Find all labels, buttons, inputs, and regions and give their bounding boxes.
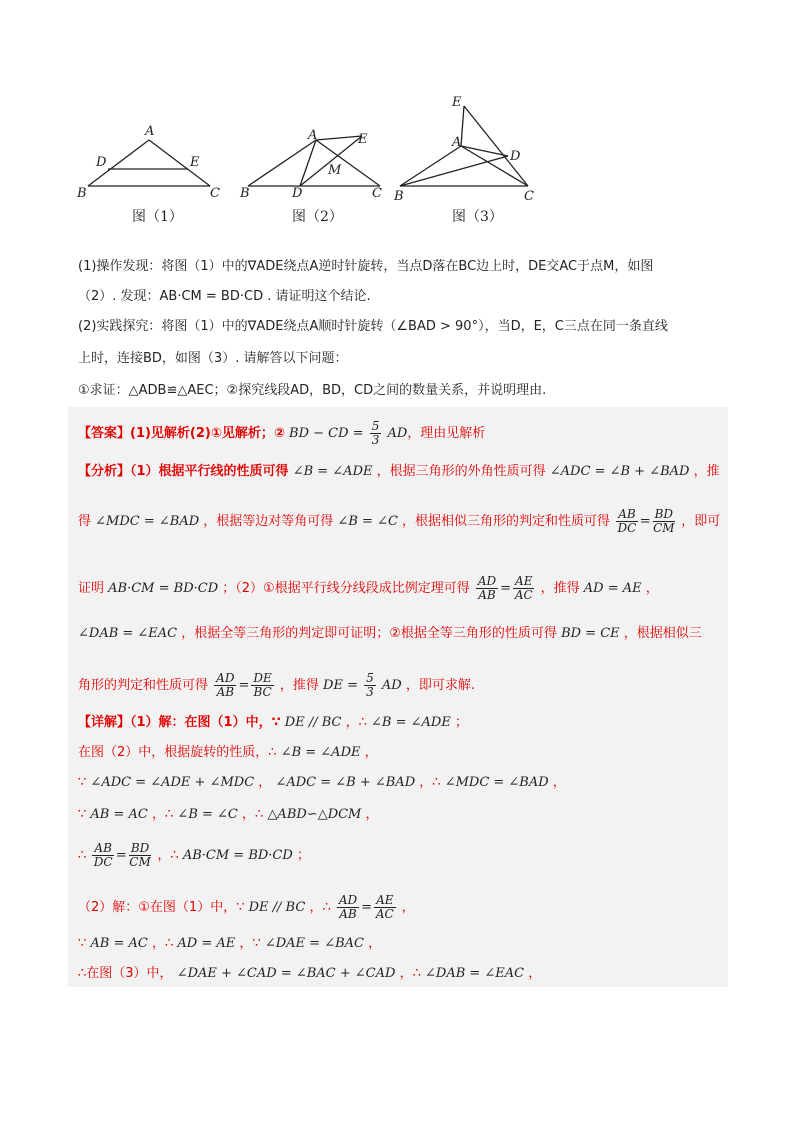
analysis-frac-ae-ac [513, 575, 534, 602]
frac-den: CM [653, 521, 675, 535]
analysis-l4a: ∠DAB = ∠EAC [78, 626, 178, 641]
analysis-l3c: ；（2）①根据平行线分线段成比例定理可得 [222, 581, 470, 596]
fig3-label-B: B [394, 189, 404, 204]
question-1-line-1: (1)操作发现：将图（1）中的∇ADE绕点A逆时针旋转，当点D落在BC边上时，DE交AC于点M，如图 [78, 259, 654, 274]
analysis-l1a: 【分析】（1）根据平行线的性质可得 [78, 464, 289, 479]
answer-fraction [370, 420, 382, 447]
detail-d4c: ，∴ [152, 807, 174, 822]
detail-d3d: ∠ADC = ∠B + ∠BAD [275, 775, 416, 790]
detail-d7g: ， [368, 936, 382, 951]
analysis-l3g: ， [645, 581, 659, 596]
analysis-l3e: ，推得 [540, 581, 580, 596]
analysis-l1b: ∠B = ∠ADE [292, 464, 373, 479]
frac-num: AD [338, 893, 358, 907]
detail-d4e: ，∴ [242, 807, 264, 822]
detail-d1a: 【详解】（1）解：在图（1）中，∵ [78, 715, 281, 730]
frac-den: DC [617, 521, 637, 535]
analysis-line-1 [78, 462, 720, 482]
analysis-l2b: ∠MDC = ∠BAD [95, 514, 200, 529]
fig1-label-D: D [96, 155, 107, 170]
detail-d5a: ∴ [78, 848, 87, 863]
detail-line-2 [78, 743, 378, 763]
question-1-line-2: （2）. 发现：AB·CM = BD·CD . 请证明这个结论. [78, 289, 371, 304]
analysis-frac-ab-dc [616, 508, 637, 535]
answer-label: 【答案】(1)见解析(2)①见解析；② [78, 426, 285, 441]
analysis-frac-bd-cm [653, 508, 675, 535]
fig2-label-C: C [372, 186, 382, 201]
frac-den: AC [375, 907, 394, 921]
analysis-l5c: ，推得 [279, 678, 319, 693]
detail-d6d: ， [401, 900, 415, 915]
frac-num: AB [618, 507, 636, 521]
frac-num: AE [515, 574, 533, 588]
fig1-label-C: C [210, 186, 220, 201]
detail-d3c: ， [258, 775, 272, 790]
frac-num: 5 [366, 671, 374, 685]
frac-den: CM [129, 855, 151, 869]
analysis-l2g: ，即可 [681, 514, 721, 529]
detail-d5b: ，∴ [157, 848, 179, 863]
detail-d7f: ∠DAE = ∠BAC [264, 936, 364, 951]
analysis-l3a: 证明 [78, 581, 105, 596]
fig1-label-B: B [77, 186, 87, 201]
answer-tail-math: AD [387, 426, 408, 441]
detail-d4g: ， [365, 807, 379, 822]
analysis-l1c: ，根据三角形的外角性质可得 [376, 464, 546, 479]
frac-num: DE [253, 671, 272, 685]
analysis-line-2: 得 ∠MDC = ∠BAD ，根据等边对等角可得 ∠B = ∠C ，根据相似三角形的判定和性质可得 $\frac{AB}{DC}$ = $\frac{BD}{CM}$ ，即可 [78, 507, 721, 535]
detail-line-4 [78, 805, 379, 825]
fig2-label-B: B [240, 186, 250, 201]
fig2-label-M: M [328, 163, 342, 178]
frac-den: 3 [366, 685, 374, 699]
frac-num: AB [94, 841, 112, 855]
frac-den: AB [216, 685, 235, 699]
analysis-l2a: 得 [78, 514, 92, 529]
detail-d8c: ，∴ [399, 966, 421, 981]
fig1-caption: 图（1） [132, 209, 183, 225]
analysis-line-3: 证明 AB·CM = BD·CD ；（2）①根据平行线分线段成比例定理可得 $\frac{AD}{AB}$ = $\frac{AE}{AC}$ ，推得 AD = AE ， [78, 574, 659, 602]
detail-d6a: （2）解：①在图（1）中，∵ [78, 900, 245, 915]
analysis-l1e: ，推 [693, 464, 720, 479]
question-2-line-3: ①求证：△ADB≌△AEC；②探究线段AD，BD，CD之间的数量关系，并说明理由. [78, 383, 547, 398]
analysis-line-4 [78, 624, 702, 644]
detail-d3g: ， [552, 775, 566, 790]
analysis-l3f: AD = AE [583, 581, 642, 596]
analysis-l5f: AD [381, 678, 402, 693]
fig2-label-D: D [292, 186, 303, 201]
detail-d1d: ∠B = ∠ADE [371, 715, 451, 730]
frac-den: BC [253, 685, 272, 699]
answer-expr: BD − CD = [289, 426, 364, 441]
analysis-l2d: ∠B = ∠C [337, 514, 398, 529]
detail-line-3 [78, 773, 566, 793]
frac-num: AD [477, 574, 497, 588]
fig3-label-D: D [510, 149, 521, 164]
detail-frac-ae-ac [374, 894, 395, 921]
question-2-line-2: 上时，连接BD，如图（3）. 请解答以下问题： [78, 351, 348, 366]
analysis-l4c: BD = CE [561, 626, 620, 641]
detail-line-7 [78, 934, 381, 954]
analysis-l1d: ∠ADC = ∠B + ∠BAD [549, 464, 690, 479]
fig3-label-A: A [452, 135, 462, 150]
analysis-l5g: ，即可求解. [405, 678, 475, 693]
detail-d3b: ∠ADC = ∠ADE + ∠MDC [90, 775, 255, 790]
analysis-frac-ad-ab-2 [214, 672, 236, 699]
detail-d1b: DE // BC [284, 715, 342, 730]
detail-line-8 [78, 964, 541, 984]
frac-num: BD [130, 841, 150, 855]
analysis-l3b: AB·CM = BD·CD [108, 581, 219, 596]
detail-d8d: ∠DAB = ∠EAC [425, 966, 525, 981]
detail-d4a: ∵ [78, 807, 87, 822]
detail-d3e: ，∴ [419, 775, 441, 790]
detail-d7a: ∵ [78, 936, 87, 951]
detail-d7d: AD = AE [177, 936, 236, 951]
frac-num: AE [376, 893, 394, 907]
frac-den: AC [514, 588, 533, 602]
detail-d4d: ∠B = ∠C [177, 807, 238, 822]
frac-num: AD [216, 671, 235, 685]
analysis-l2e: ，根据相似三角形的判定和性质可得 [402, 514, 611, 529]
detail-d2a: 在图（2）中，根据旋转的性质，∴ [78, 745, 277, 760]
frac-den: AB [478, 588, 496, 602]
detail-d7e: ，∵ [239, 936, 261, 951]
question-2-line-1: (2)实践探究：将图（1）中的∇ADE绕点A顺时针旋转（∠BAD > 90°），当D，E，C三点在同一条直线 [78, 319, 668, 334]
fig2-label-A: A [308, 128, 318, 143]
analysis-l2c: ，根据等边对等角可得 [203, 514, 334, 529]
detail-d4b: AB = AC [90, 807, 148, 822]
detail-line-6: （2）解：①在图（1）中，∵ DE // BC ，∴ $\frac{AD}{AB}$ = $\frac{AE}{AC}$ ， [78, 893, 415, 921]
detail-d8e: ， [528, 966, 542, 981]
detail-frac-ab-dc [92, 842, 113, 869]
detail-d8a: ∴在图（3）中， [78, 966, 173, 981]
answer-frac-den: 3 [371, 433, 380, 447]
fig3-label-C: C [524, 189, 534, 204]
frac-den: DC [93, 855, 113, 869]
fig3-label-E: E [452, 95, 462, 110]
fig1-label-A: A [145, 124, 155, 139]
detail-d2b: ∠B = ∠ADE [280, 745, 361, 760]
detail-d5c: AB·CM = BD·CD [182, 848, 293, 863]
fig1-label-E: E [190, 155, 200, 170]
detail-line-1 [78, 713, 468, 733]
detail-d3f: ∠MDC = ∠BAD [444, 775, 549, 790]
frac-den: AB [339, 907, 357, 921]
detail-frac-ad-ab [337, 894, 359, 921]
analysis-frac-de-bc [251, 672, 273, 699]
answer-line [78, 420, 485, 447]
detail-d5d: ； [296, 848, 310, 863]
analysis-l5a: 角形的判定和性质可得 [78, 678, 209, 693]
answer-tail-text: ，理由见解析 [407, 426, 486, 441]
detail-d6b: DE // BC [248, 900, 306, 915]
fig2-caption: 图（2） [292, 209, 343, 225]
detail-d7b: AB = AC [90, 936, 148, 951]
frac-num: BD [654, 507, 674, 521]
analysis-frac-5-3 [364, 672, 376, 699]
fig3-caption: 图（3） [452, 209, 503, 225]
analysis-l5d: DE = [323, 678, 358, 693]
detail-frac-bd-cm [129, 842, 151, 869]
analysis-frac-ad-ab [476, 575, 498, 602]
figure-3 [400, 106, 528, 186]
detail-line-5: ∴ $\frac{AB}{DC}$ = $\frac{BD}{CM}$ ，∴ AB·CM = BD·CD ； [78, 841, 310, 869]
detail-d3a: ∵ [78, 775, 87, 790]
analysis-line-5: 角形的判定和性质可得 $\frac{AD}{AB}$ = $\frac{DE}{BC}$ ，推得 DE = $\frac{5}{3}$ AD ，即可求解. [78, 671, 475, 699]
fig2-label-E: E [358, 132, 368, 147]
detail-d1c: ，∴ [345, 715, 367, 730]
detail-d8b: ∠DAE + ∠CAD = ∠BAC + ∠CAD [176, 966, 396, 981]
detail-d1e: ； [454, 715, 468, 730]
analysis-l4b: ，根据全等三角形的判定即可证明；②根据全等三角形的性质可得 [181, 626, 557, 641]
detail-d6c: ，∴ [309, 900, 331, 915]
figures [60, 90, 560, 230]
answer-frac-num: 5 [371, 419, 380, 433]
detail-d7c: ，∴ [152, 936, 174, 951]
analysis-l4d: ，根据相似三 [623, 626, 702, 641]
detail-d4f: △ABD∽△DCM [267, 807, 362, 822]
detail-d2c: ， [364, 745, 378, 760]
